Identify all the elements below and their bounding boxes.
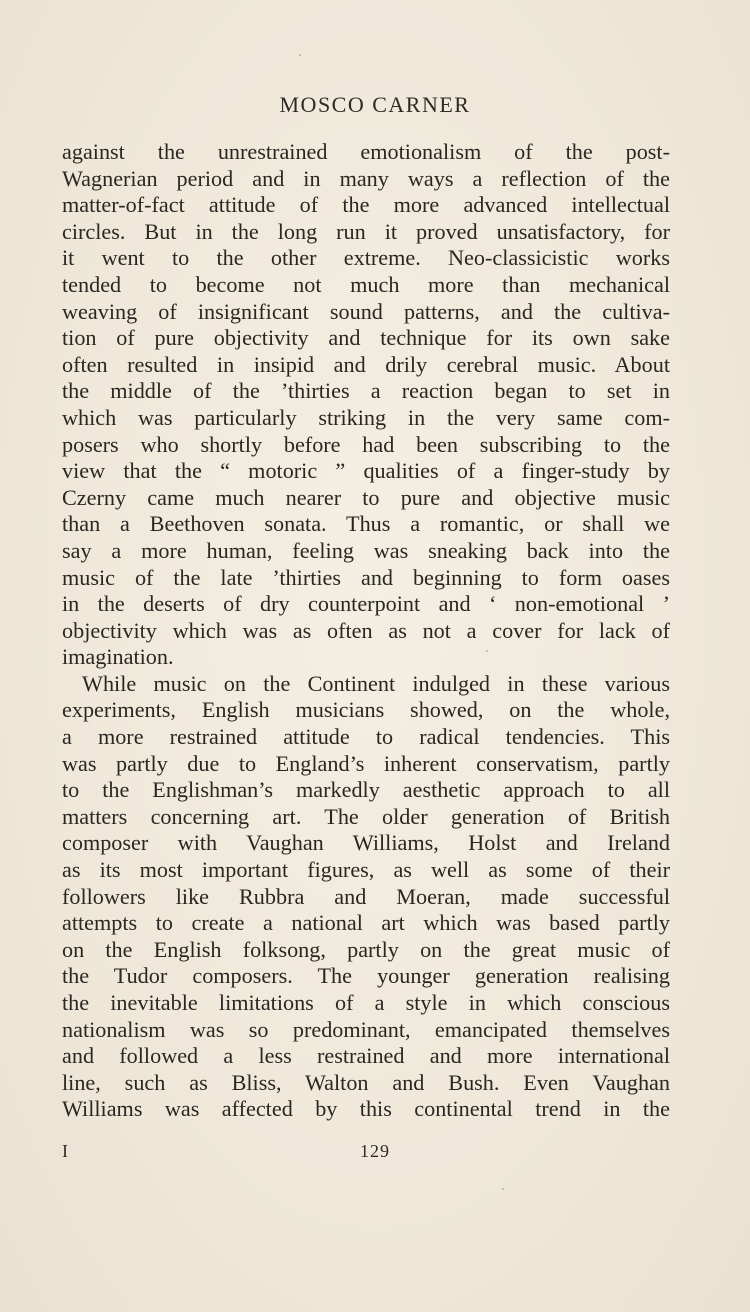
text-line: say a more human, feeling was sneaking back into the <box>62 537 670 563</box>
text-line: objectivity which was as often as not a cover for lack of <box>62 617 670 643</box>
text-line: was partly due to England’s inherent conservatism, partly <box>62 750 670 776</box>
text-line: posers who shortly before had been subscribing to the <box>62 431 670 457</box>
text-line: the middle of the ’thirties a reaction began to set in <box>62 378 670 404</box>
text-line: attempts to create a national art which was based partly <box>62 910 670 936</box>
text-line: against the unrestrained emotionalism of the post- <box>62 139 670 164</box>
text-line: it went to the other extreme. Neo-classicistic works <box>62 245 670 271</box>
text-line: Wagnerian period and in many ways a reflection of the <box>62 165 670 191</box>
text-line: in the deserts of dry counterpoint and ‘ non-emotional ’ <box>62 591 670 617</box>
paragraph-first-line: While music on the Continent indulged in these various <box>82 670 670 696</box>
text-line: which was particularly striking in the very same com- <box>62 404 670 430</box>
body-text <box>62 139 670 1123</box>
running-head: MOSCO CARNER <box>279 92 471 117</box>
text-line: followers like Rubbra and Moeran, made successful <box>62 883 670 909</box>
text-line: weaving of insignificant sound patterns, and the cultiva- <box>62 298 670 324</box>
paragraph-end-line: imagination. <box>62 644 174 670</box>
text-line: and followed a less restrained and more international <box>62 1043 670 1069</box>
text-line: as its most important figures, as well as some of their <box>62 857 670 883</box>
text-line: the Tudor composers. The younger generation realising <box>62 963 670 989</box>
text-line: the inevitable limitations of a style in which conscious <box>62 990 670 1015</box>
text-line: circles. But in the long run it proved unsatisfactory, for <box>62 218 670 244</box>
text-line: on the English folksong, partly on the great music of <box>62 936 670 962</box>
text-line: than a Beethoven sonata. Thus a romantic, or shall we <box>62 511 670 537</box>
text-line: nationalism was so predominant, emancipated themselves <box>62 1016 670 1042</box>
text-line: composer with Vaughan Williams, Holst and Ireland <box>62 830 670 856</box>
text-line: often resulted in insipid and drily cerebral music. About <box>62 351 670 377</box>
text-line: matters concerning art. The older generation of British <box>62 803 670 829</box>
text-line: to the Englishman’s markedly aesthetic approach to all <box>62 777 670 803</box>
text-line: tended to become not much more than mechanical <box>62 271 670 297</box>
text-line: experiments, English musicians showed, on the whole, <box>62 697 670 723</box>
text-line: matter-of-fact attitude of the more advanced intellectual <box>62 192 670 218</box>
text-line: Williams was affected by this continental trend in the <box>62 1096 670 1122</box>
text-line: a more restrained attitude to radical tendencies. This <box>62 724 670 750</box>
page-number: 129 <box>360 1141 390 1161</box>
text-line: Czerny came much nearer to pure and objective music <box>62 484 670 510</box>
paper-speck <box>299 54 301 56</box>
text-line: tion of pure objectivity and technique for its own sake <box>62 325 670 351</box>
text-line: view that the “ motoric ” qualities of a finger-study by <box>62 458 670 484</box>
text-line: line, such as Bliss, Walton and Bush. Even Vaughan <box>62 1069 670 1095</box>
paper-speck <box>502 1188 504 1190</box>
text-line: music of the late ’thirties and beginning to form oases <box>62 564 670 590</box>
signature-mark: I <box>62 1141 68 1161</box>
